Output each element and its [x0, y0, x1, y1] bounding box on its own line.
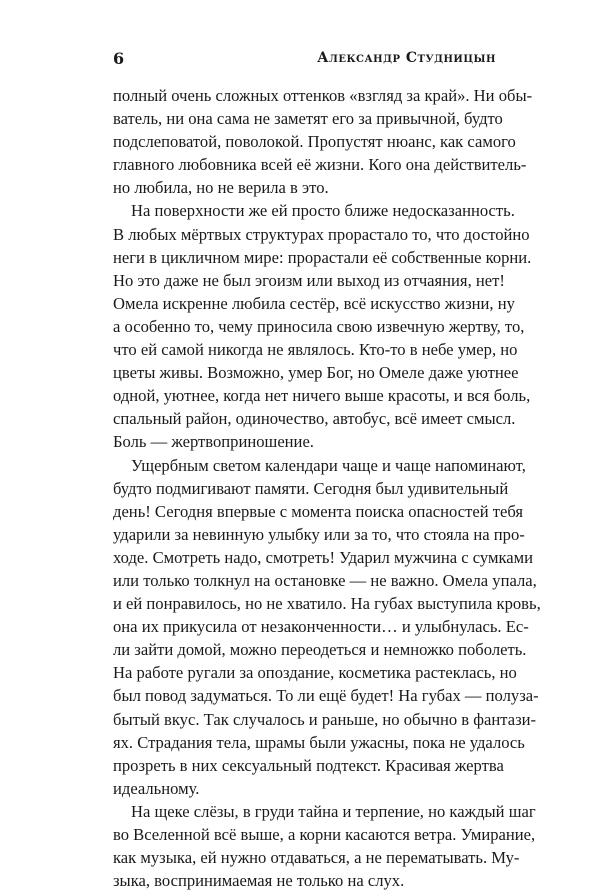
text-line: во Вселенной всё выше, а корни касаются ветра. Умирание, — [113, 825, 536, 844]
paragraph — [113, 199, 532, 453]
text-line: ватель, ни она сама не заметят его за привычной, будто — [113, 109, 503, 129]
text-line: ли зайти домой, можно переодеться и немножко поболеть. — [113, 640, 527, 660]
text-line: как музыка, ей нужно отдаваться, а не перематывать. Му- — [113, 848, 520, 868]
text-line: цветы живы. Возможно, умер Бог, но Омеле даже уютнее — [113, 363, 519, 383]
text-line: Омела искренне любила сестёр, всё искусство жизни, ну — [113, 293, 515, 313]
text-line: день! Сегодня впервые с момента поиска опасностей тебя — [113, 501, 523, 521]
paragraph — [113, 454, 541, 800]
text-line: спальный район, одиночество, автобус, всё имеет смысл. — [113, 409, 516, 429]
text-line: будто подмигивают памяти. Сегодня был удивительный — [113, 478, 509, 498]
text-line: подслеповатой, поволокой. Пропустят нюанс, как самого — [113, 132, 516, 152]
body-text — [113, 84, 541, 892]
text-line: одной, уютнее, когда нет ничего выше красоты, и вся боль, — [113, 386, 531, 406]
text-line: был повод задуматься. То ли ещё будет! На губах — полуза- — [113, 686, 539, 706]
text-line: ях. Страдания тела, шрамы были ужасны, пока не удалось — [113, 732, 525, 752]
text-line: бытый вкус. Так случалось и раньше, но обычно в фантази- — [113, 709, 537, 729]
text-line: полный очень сложных оттенков «взгляд за край». Ни обы- — [113, 86, 533, 105]
text-line: она их прикусила от незаконченности… и улыбнулась. Ес- — [113, 617, 529, 637]
text-line: На щеке слёзы, в груди тайна и терпение, но каждый шаг — [131, 801, 536, 821]
text-line: неги в цикличном мире: прорастали её собственные корни. — [113, 247, 532, 267]
text-line: Ущербным светом календари чаще и чаще напоминают, — [131, 455, 526, 475]
text-line: но любила, но не верила в это. — [113, 178, 329, 198]
author-name: Александр Студницын — [317, 50, 496, 66]
running-header — [113, 49, 496, 71]
text-line: ударили за невинную улыбку или за то, что стояла на про- — [113, 524, 525, 544]
text-line: или только толкнул на остановке — не важно. Омела упала, — [113, 570, 537, 590]
text-line: прозреть в них сексуальный подтекст. Красивая жертва — [113, 755, 504, 775]
paragraph — [113, 800, 536, 892]
paragraph — [113, 84, 533, 199]
text-line: главного любовника всей её жизни. Кого она действитель- — [113, 155, 527, 175]
text-line: Боль — жертвоприношение. — [113, 432, 314, 452]
text-line: и ей понравилось, но не хватило. На губах выступила кровь, — [113, 594, 541, 614]
text-line: В любых мёртвых структурах прорастало то, что достойно — [113, 224, 530, 244]
text-line: что ей самой никогда не являлось. Кто-то в небе умер, но — [113, 340, 518, 360]
text-line: идеальному. — [113, 778, 200, 798]
text-line: На поверхности же ей просто ближе недосказанность. — [131, 201, 515, 221]
page-number: 6 — [113, 49, 125, 68]
text-line: а особенно то, чему приносила свою извечную жертву, то, — [113, 316, 525, 336]
text-line: Но это даже не был эгоизм или выход из отчаяния, нет! — [113, 270, 505, 290]
text-line: ходе. Смотреть надо, смотреть! Ударил мужчина с сумками — [113, 547, 534, 567]
text-line: На работе ругали за опоздание, косметика растеклась, но — [113, 663, 517, 683]
text-line: зыка, воспринимаемая не только на слух. — [113, 871, 405, 891]
